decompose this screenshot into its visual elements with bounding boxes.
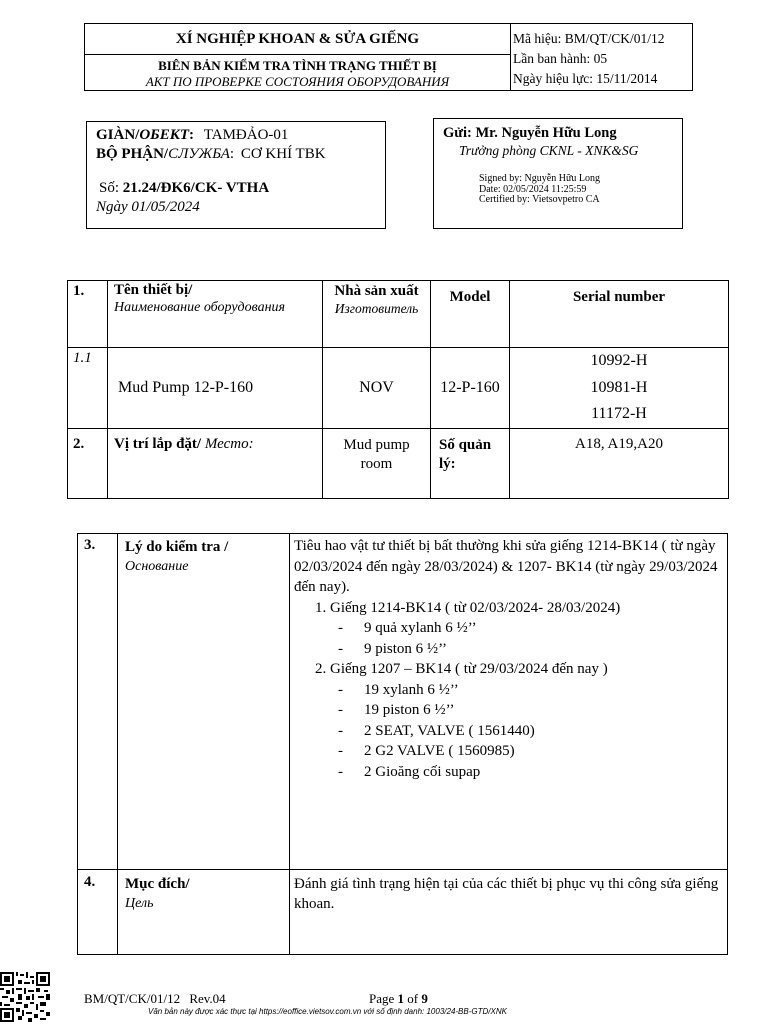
number-line xyxy=(96,178,385,198)
site-info-box xyxy=(86,121,386,229)
recipient-to: Gửi: Mr. Nguyễn Hữu Long xyxy=(443,125,617,141)
serial-3: 11172-H xyxy=(591,405,647,423)
item-name: Mud Pump 12-P-160 xyxy=(118,379,254,396)
dept-label: BỘ PHẬN/ xyxy=(96,146,169,162)
purpose-label: Mục đích/ xyxy=(125,876,190,892)
section-1-number: 1. xyxy=(73,283,85,299)
company-name: XÍ NGHIỆP KHOAN & SỬA GIẾNG xyxy=(175,31,420,47)
reason-purpose-table xyxy=(77,533,728,955)
location-value: Mud pump room xyxy=(343,437,410,472)
maker-header: Nhà sản xuất xyxy=(334,283,419,299)
rig-label-ru: ОБЕКТ xyxy=(139,127,190,143)
well-1-item: - 9 piston 6 ½’’ xyxy=(338,639,723,660)
page-of: of xyxy=(407,991,419,1006)
signed-by: Signed by: Nguyễn Hữu Long xyxy=(479,173,600,184)
location-label: Vị trí lắp đặt/ xyxy=(114,436,202,452)
reason-label-ru: Основание xyxy=(125,559,189,574)
model-header: Model xyxy=(449,289,491,305)
rig-value: TAMĐẢO-01 xyxy=(203,127,289,143)
rig-label: GIÀN/ xyxy=(96,127,140,143)
doc-effective-date: Ngày hiệu lực: 15/11/2014 xyxy=(513,71,658,86)
well-2-item: - 2 Gioăng cối supap xyxy=(338,762,723,783)
report-date: Ngày 01/05/2024 xyxy=(96,199,200,215)
purpose-label-ru: Цель xyxy=(125,896,154,911)
serial-1: 10992-H xyxy=(590,352,648,370)
serial-header: Serial number xyxy=(572,289,666,305)
item-number: 1.1 xyxy=(73,350,92,366)
doc-code: Mã hiệu: BM/QT/CK/01/12 xyxy=(513,31,665,46)
rig-line xyxy=(96,126,385,145)
management-number-value: A18, A19,A20 xyxy=(575,436,663,452)
recipient-position: Trưởng phòng CKNL - XNK&SG xyxy=(459,143,639,158)
well-2-item: - 2 G2 VALVE ( 1560985) xyxy=(338,741,723,762)
form-code: BM/QT/CK/01/12 xyxy=(84,991,181,1006)
dept-value: CƠ KHÍ TBK xyxy=(240,146,326,162)
signed-date: Date: 02/05/2024 11:25:59 xyxy=(479,183,587,195)
purpose-row xyxy=(78,870,728,955)
number-value: 21.24/ĐK6/CK- VTHA xyxy=(122,180,270,196)
section-2-number: 2. xyxy=(73,436,85,452)
well-1-item: - 9 quả xylanh 6 ½’’ xyxy=(338,618,723,639)
well-1-items xyxy=(294,618,723,659)
maker-header-ru: Изготовитель xyxy=(334,301,419,316)
rig-colon: : xyxy=(189,127,195,143)
reason-label: Lý do kiểm tra / xyxy=(125,539,229,555)
section-3-number: 3. xyxy=(84,537,96,553)
well-2-item: - 2 SEAT, VALVE ( 1561440) xyxy=(338,721,723,742)
verification-note: Văn bản này được xác thực tại https://eoffice.vietsov.com.vn với số định danh: 1003/24-BB-GTD/XNK xyxy=(148,1007,507,1016)
page-word: Page xyxy=(369,991,395,1006)
purpose-text: Đánh giá tình trạng hiện tại của các thiết bị phục vụ thi công sửa giếng khoan. xyxy=(294,876,719,912)
report-title-vi: BIÊN BẢN KIỂM TRA TÌNH TRẠNG THIẾT BỊ xyxy=(158,58,437,73)
digital-signature xyxy=(443,174,682,206)
report-title-ru: АКТ ПО ПРОВЕРКЕ СОСТОЯНИЯ ОБОРУДОВАНИЯ xyxy=(145,74,450,89)
company-cell xyxy=(85,24,511,55)
doc-meta-cell xyxy=(511,24,693,91)
equipment-name-header: Tên thiết bị/ xyxy=(114,282,193,298)
reason-row xyxy=(78,534,728,870)
header-table xyxy=(84,23,693,91)
well-2-title: 2. Giếng 1207 – BK14 ( từ 29/03/2024 đến nay ) xyxy=(315,661,608,677)
page-current: 1 xyxy=(397,991,405,1006)
number-label: Số: xyxy=(99,180,120,196)
well-2-item: - 19 xylanh 6 ½’’ xyxy=(338,680,723,701)
location-row xyxy=(68,429,729,499)
equipment-header-row xyxy=(68,281,729,348)
dept-line xyxy=(96,145,385,164)
qr-code xyxy=(0,972,50,1022)
doc-edition: Lần ban hành: 05 xyxy=(513,51,608,66)
dept-colon: : xyxy=(229,146,235,162)
form-revision: Rev.04 xyxy=(189,991,226,1006)
title-cell xyxy=(85,55,511,91)
serial-2: 10981-H xyxy=(590,378,648,396)
equipment-row xyxy=(68,348,729,429)
page-total: 9 xyxy=(421,991,428,1006)
page-number xyxy=(369,991,428,1007)
well-2-items xyxy=(294,680,723,783)
equipment-name-header-ru: Наименование оборудования xyxy=(114,300,286,315)
equipment-table xyxy=(67,280,729,499)
reason-intro: Tiêu hao vật tư thiết bị bất thường khi sửa giếng 1214-BK14 ( từ ngày 02/03/2024 đến ngày 28/03/2024) & 1207- BK14 (từ ngày 29/03/2024 đến nay). xyxy=(294,538,718,595)
recipient-box xyxy=(433,118,683,229)
item-maker: NOV xyxy=(359,379,394,396)
certified-by: Certified by: Vietsovpetro CA xyxy=(479,194,600,205)
footer-form-code xyxy=(84,991,226,1007)
well-1-title: 1. Giếng 1214-BK14 ( từ 02/03/2024- 28/03/2024) xyxy=(315,599,621,616)
location-label-ru: Место: xyxy=(204,436,254,452)
item-model: 12-P-160 xyxy=(440,379,500,396)
management-number-label: Số quản lý: xyxy=(439,437,492,472)
dept-label-ru: СЛУЖБА xyxy=(168,146,230,162)
well-2-item: - 19 piston 6 ½’’ xyxy=(338,700,723,721)
section-4-number: 4. xyxy=(84,874,96,890)
